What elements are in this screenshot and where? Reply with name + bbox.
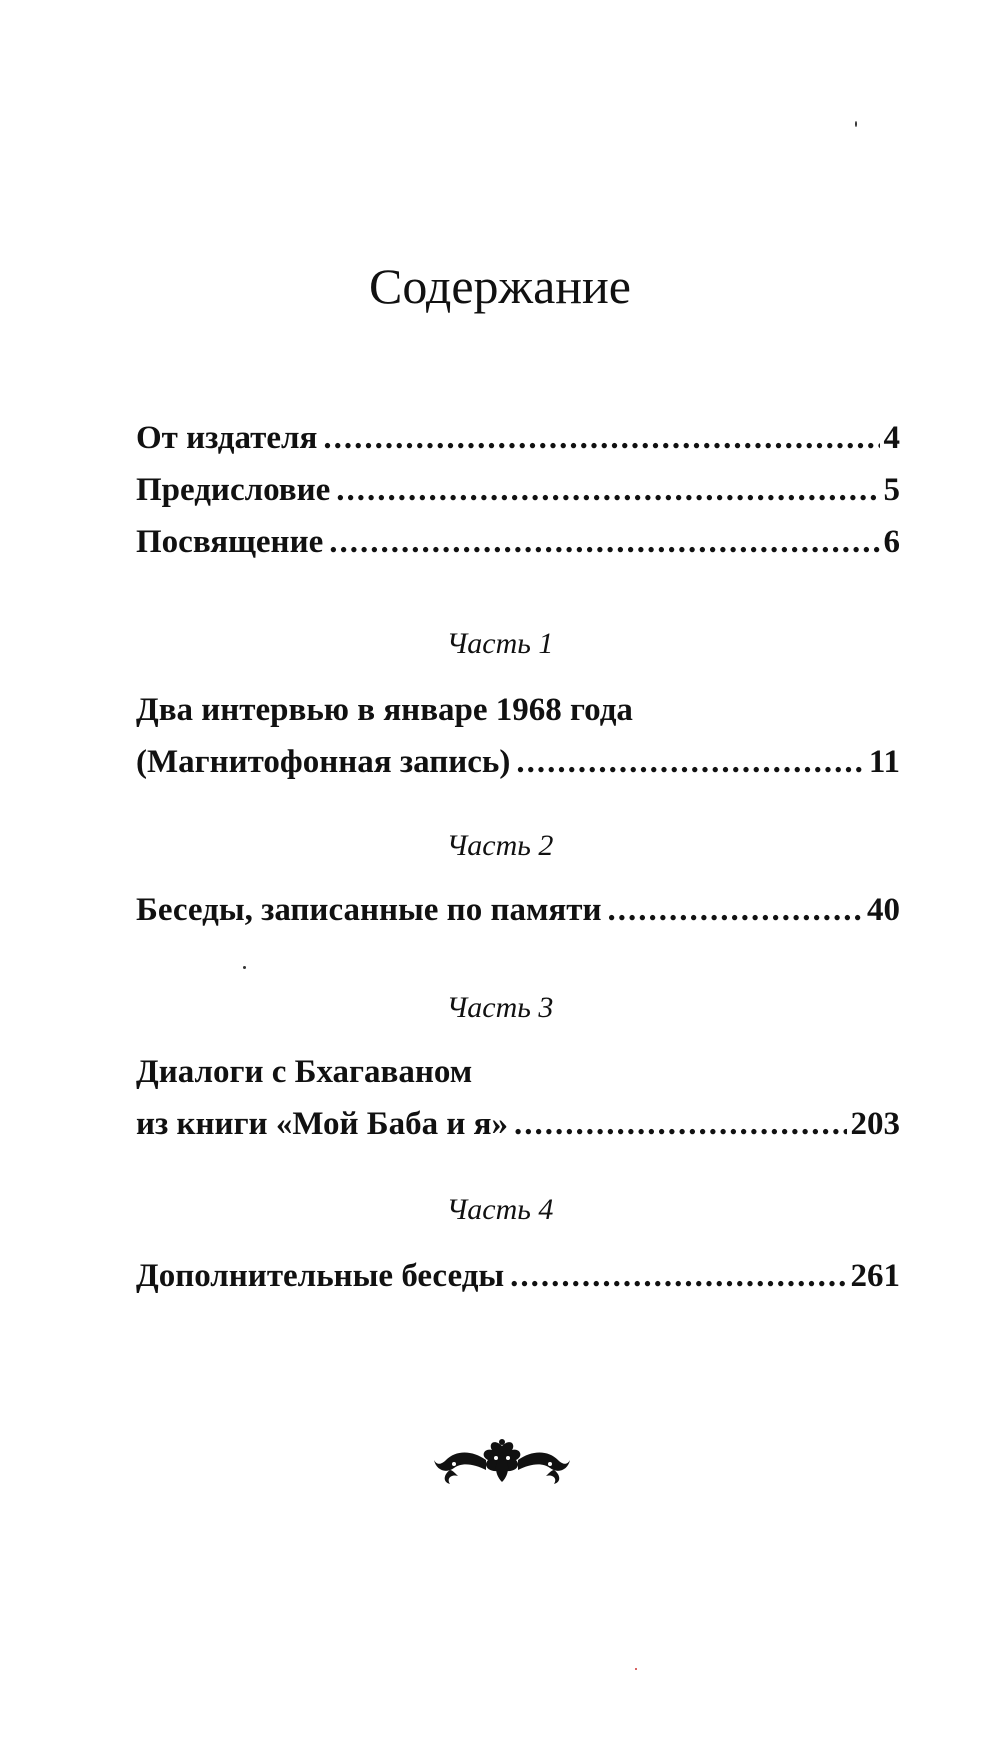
toc-entry-part-4 [136, 1256, 900, 1296]
toc-entry-dedication [136, 522, 900, 562]
dot-leader [516, 742, 864, 782]
scan-speck [855, 121, 857, 127]
part-1-label: Часть 1 [446, 627, 554, 660]
toc-entry-part-1 [136, 690, 900, 782]
part-4-label: Часть 4 [446, 1193, 554, 1226]
toc-entry-title: От издателя [136, 420, 318, 456]
toc-entry-part-3 [136, 1052, 900, 1144]
toc-entry-title: Дополнительные беседы [136, 1258, 505, 1294]
toc-entry-page: 40 [867, 892, 900, 928]
part-3-label: Часть 3 [446, 991, 554, 1024]
toc-entry-part-2 [136, 890, 900, 930]
dot-leader [323, 418, 879, 458]
toc-entry-title-line1: Диалоги с Бхагаваном [136, 1054, 473, 1090]
dot-leader [510, 1256, 846, 1296]
toc-entry-title: Посвящение [136, 524, 324, 560]
toc-entry-title: Беседы, записанные по памяти [136, 892, 602, 928]
dot-leader [329, 522, 879, 562]
toc-entry-preface [136, 470, 900, 510]
page-title: Содержание [369, 258, 631, 314]
toc-entry-title-line2: из книги «Мой Баба и я» [136, 1106, 508, 1142]
toc-entry-page: 261 [850, 1258, 900, 1294]
floral-ornament-icon [432, 1436, 572, 1492]
dot-leader [336, 470, 879, 510]
part-2-label: Часть 2 [446, 829, 554, 862]
dot-leader [514, 1104, 847, 1144]
toc-entry-title: Предисловие [136, 472, 331, 508]
scan-speck [243, 966, 246, 969]
toc-entry-page: 5 [883, 472, 900, 508]
toc-entry-title-line1: Два интервью в январе 1968 года [136, 692, 633, 728]
toc-entry-page: 6 [883, 524, 900, 560]
toc-entry-page: 203 [850, 1106, 900, 1142]
toc-entry-title-line2: (Магнитофонная запись) [136, 744, 511, 780]
toc-entry-page: 4 [883, 420, 900, 456]
toc-entry-page: 11 [868, 744, 900, 780]
toc-entry-publisher [136, 418, 900, 458]
scan-speck [635, 1668, 637, 1670]
dot-leader [608, 890, 863, 930]
